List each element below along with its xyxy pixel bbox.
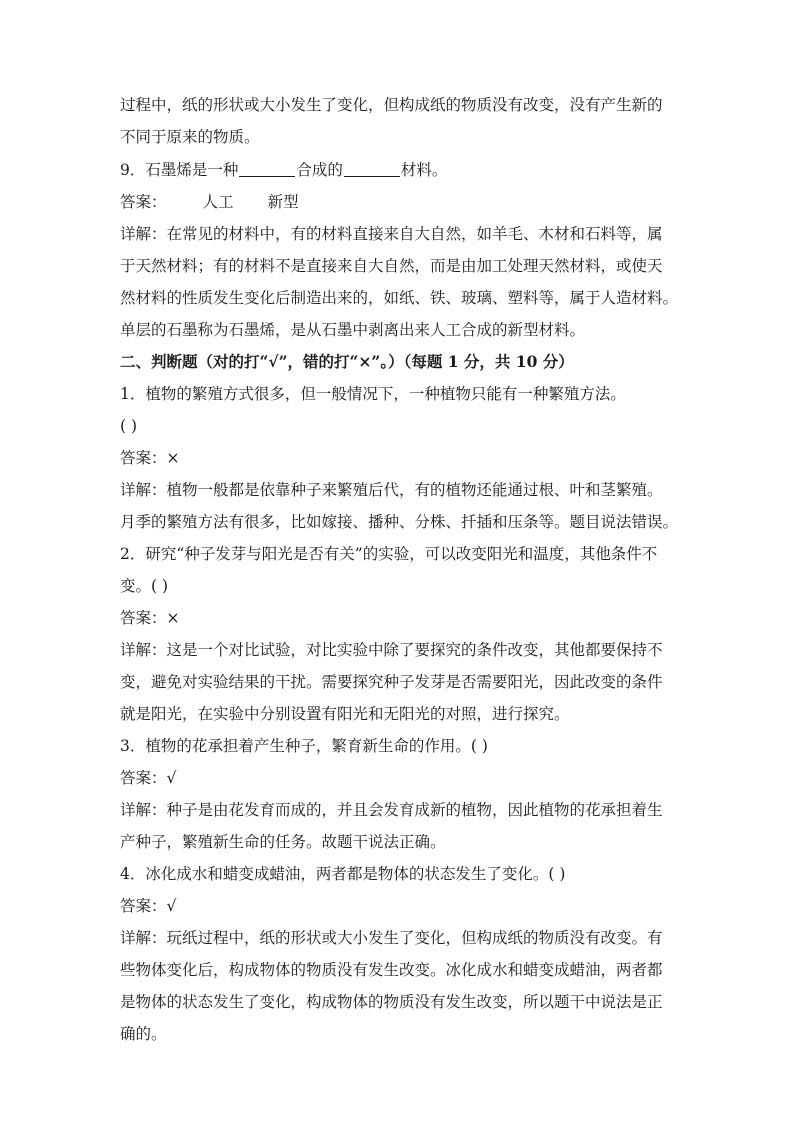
question-4-detail-line-3: 是物体的状态发生了变化，构成物体的物质没有发生改变，所以题干中说法是正 [120, 993, 663, 1011]
question-9-blank-2 [344, 160, 400, 177]
question-3-detail-line-1: 详解：种子是由花发育而成的，并且会发育成新的植物，因此植物的花承担着生 [120, 801, 663, 819]
question-4-detail-line-1: 详解：玩纸过程中，纸的形状或大小发生了变化，但构成纸的物质没有改变。有 [120, 929, 663, 947]
answer-label: 答案： [120, 193, 167, 211]
question-9-detail-line-3: 然材料的性质发生变化后制造出来的，如纸、铁、玻璃、塑料等，属于人造材料。 [120, 289, 679, 307]
question-4-line-1: 4．冰化成水和蜡变成蜡油，两者都是物体的状态发生了变化。( ) [120, 865, 566, 883]
answer-value-2: 新型 [267, 193, 299, 211]
question-2-line-1: 2．研究“种子发芽与阳光是否有关”的实验，可以改变阳光和温度，其他条件不 [120, 545, 658, 563]
question-2-detail-line-1: 详解：这是一个对比试验，对比实验中除了要探究的条件改变，其他都要保持不 [120, 641, 663, 659]
section-2-title: 二、判断题（对的打“√”，错的打“×”。）（每题 1 分，共 10 分） [120, 352, 574, 371]
question-9-answer [120, 192, 680, 212]
question-9-detail-line-4: 单层的石墨称为石墨烯，是从石墨中剥离出来人工合成的新型材料。 [120, 321, 586, 339]
question-1-answer: 答案：× [120, 449, 180, 467]
question-4-answer: 答案：√ [120, 897, 177, 915]
question-3-line-1: 3．植物的花承担着产生种子，繁育新生命的作用。( ) [120, 737, 488, 755]
question-1-line-1: 1．植物的繁殖方式很多，但一般情况下，一种植物只能有一种繁殖方法。 [120, 385, 626, 403]
question-9-part-3: 材料。 [400, 161, 448, 179]
intro-line-1: 过程中，纸的形状或大小发生了变化，但构成纸的物质没有改变，没有产生新的 [120, 96, 663, 114]
question-9-part-1: 9．石墨烯是一种 [120, 161, 239, 179]
question-9-detail-line-1: 详解：在常见的材料中，有的材料直接来自大自然，如羊毛、木材和石料等，属 [120, 225, 663, 243]
question-4-detail-line-2: 些物体变化后，构成物体的物质没有发生改变。冰化成水和蜡变成蜡油，两者都 [120, 961, 663, 979]
question-9-detail-line-2: 于天然材料；有的材料不是直接来自大自然，而是由加工处理天然材料，或使天 [120, 257, 663, 275]
question-4-detail-line-4: 确的。 [120, 1025, 167, 1043]
question-2-answer: 答案：× [120, 609, 180, 627]
question-3-answer: 答案：√ [120, 769, 177, 787]
question-2-detail-line-3: 就是阳光，在实验中分别设置有阳光和无阳光的对照，进行探究。 [120, 705, 570, 723]
question-9 [120, 160, 680, 180]
question-3-detail-line-2: 产种子，繁殖新生命的任务。故题干说法正确。 [120, 833, 446, 851]
question-9-part-2: 合成的 [296, 161, 343, 179]
answer-value-1: 人工 [202, 193, 234, 211]
question-2-detail-line-2: 变，避免对实验结果的干扰。需要探究种子发芽是否需要阳光，因此改变的条件 [120, 673, 663, 691]
question-1-detail-line-2: 月季的繁殖方法有很多，比如嫁接、播种、分株、扦插和压条等。题目说法错误。 [120, 513, 679, 531]
question-9-blank-1 [239, 160, 295, 177]
question-1-detail-line-1: 详解：植物一般都是依靠种子来繁殖后代，有的植物还能通过根、叶和茎繁殖。 [120, 481, 663, 499]
intro-line-2: 不同于原来的物质。 [120, 128, 260, 146]
question-1-line-2: ( ) [120, 417, 138, 435]
question-2-line-2: 变。( ) [120, 577, 169, 595]
